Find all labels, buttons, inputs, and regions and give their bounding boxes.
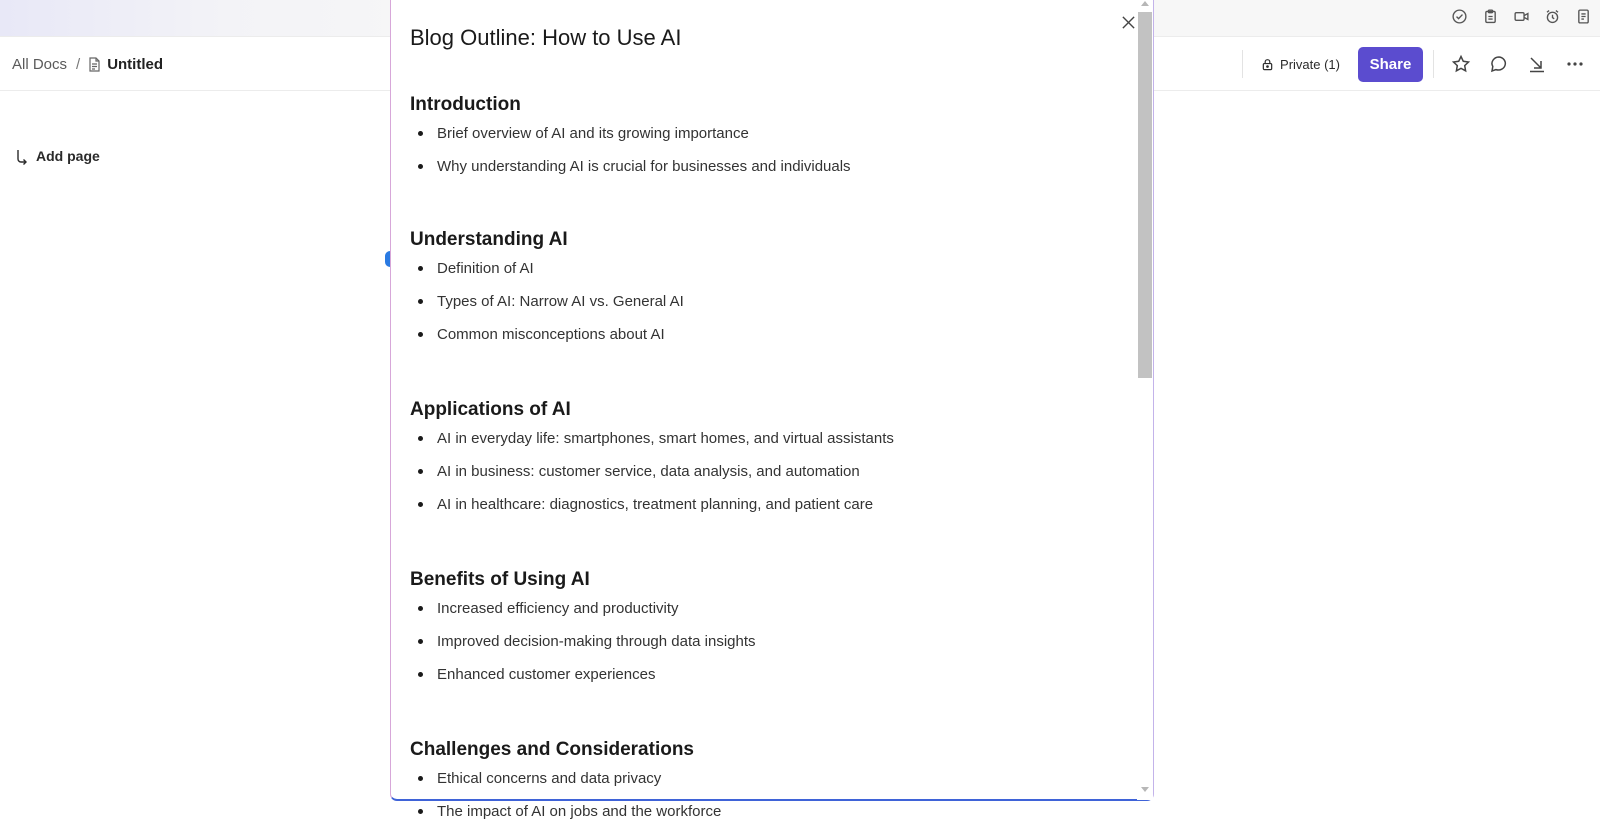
add-page-button[interactable] (14, 148, 100, 164)
list-item: Improved decision-making through data insights (410, 629, 1130, 662)
add-page-icon (14, 148, 28, 164)
breadcrumb-all-docs[interactable]: All Docs (12, 55, 68, 73)
export-icon[interactable] (1518, 45, 1556, 83)
list-item: AI in healthcare: diagnostics, treatment planning, and patient care (410, 492, 1130, 525)
list-item: AI in everyday life: smartphones, smart homes, and virtual assistants (410, 426, 1130, 459)
section-heading: Challenges and Considerations (410, 739, 694, 760)
breadcrumb (12, 37, 163, 91)
divider (1433, 50, 1434, 78)
privacy-label: Private (1) (1280, 56, 1340, 72)
list-item: Common misconceptions about AI (410, 322, 1130, 355)
list-item: Types of AI: Narrow AI vs. General AI (410, 289, 1130, 322)
section-heading: Understanding AI (410, 229, 568, 250)
clipboard-icon[interactable] (1480, 6, 1501, 27)
section-heading: Benefits of Using AI (410, 569, 590, 590)
bullet-list (410, 426, 1130, 525)
add-page-label: Add page (36, 148, 100, 164)
list-item: Ethical concerns and data privacy (410, 766, 1130, 799)
check-circle-icon[interactable] (1449, 6, 1470, 27)
blog-outline-modal (390, 0, 1154, 820)
video-icon[interactable] (1511, 6, 1532, 27)
alarm-icon[interactable] (1542, 6, 1563, 27)
top-bar-icons (1449, 6, 1594, 27)
modal-content (410, 23, 1130, 832)
outline-title: Blog Outline: How to Use AI (410, 25, 682, 50)
outline-section (410, 228, 1130, 355)
header-actions (1242, 37, 1600, 91)
outline-section (410, 398, 1130, 525)
outline-section (410, 738, 1130, 832)
list-item: Definition of AI (410, 256, 1130, 289)
bullet-list (410, 766, 1130, 832)
list-item: AI in business: customer service, data analysis, and automation (410, 459, 1130, 492)
list-item: The impact of AI on jobs and the workforce (410, 799, 1130, 832)
divider (1242, 50, 1243, 78)
section-heading: Introduction (410, 94, 521, 115)
outline-section (410, 568, 1130, 695)
modal-scrollbar[interactable] (1137, 0, 1153, 800)
list-item: Increased efficiency and productivity (410, 596, 1130, 629)
bullet-list (410, 121, 1130, 187)
outline-section (410, 93, 1130, 187)
lock-icon (1261, 58, 1274, 71)
more-icon[interactable] (1556, 45, 1594, 83)
star-icon[interactable] (1442, 45, 1480, 83)
list-item: Why understanding AI is crucial for businesses and individuals (410, 154, 1130, 187)
list-item: Enhanced customer experiences (410, 662, 1130, 695)
breadcrumb-separator: / (76, 55, 81, 73)
list-item: Brief overview of AI and its growing importance (410, 121, 1130, 154)
comment-icon[interactable] (1480, 45, 1518, 83)
scroll-up-arrow-icon[interactable] (1141, 1, 1149, 6)
scroll-down-arrow-icon[interactable] (1141, 787, 1149, 792)
breadcrumb-current-doc[interactable]: Untitled (107, 55, 164, 73)
document-icon[interactable] (1573, 6, 1594, 27)
page-icon (88, 57, 101, 72)
bullet-list (410, 596, 1130, 695)
section-heading: Applications of AI (410, 399, 571, 420)
share-button[interactable]: Share (1358, 47, 1423, 82)
privacy-button[interactable] (1261, 57, 1340, 72)
scroll-thumb[interactable] (1138, 12, 1152, 378)
bullet-list (410, 256, 1130, 355)
